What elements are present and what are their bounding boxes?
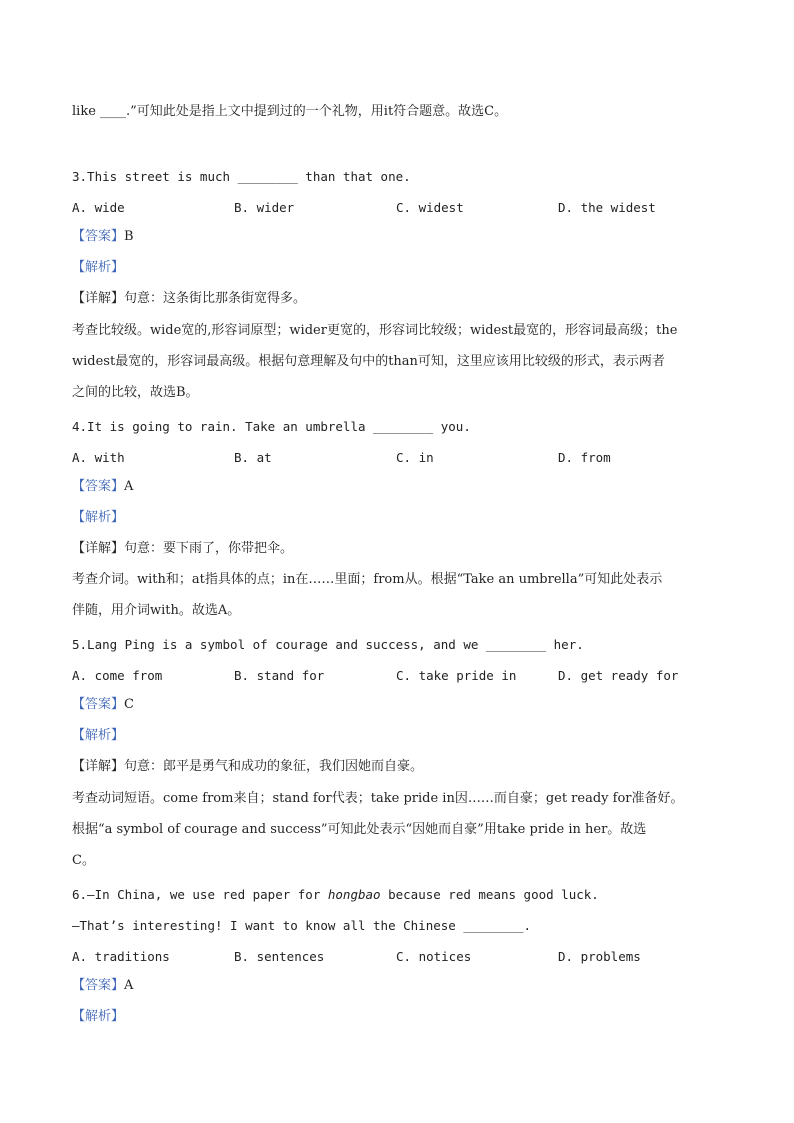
q6-stem-italic: hongbao bbox=[327, 887, 381, 902]
q5-option-a: A. come from bbox=[72, 668, 163, 683]
question-6-stem bbox=[72, 886, 599, 904]
question-3-stem: 3.This street is much ________ than that one. bbox=[72, 169, 411, 184]
question-5-stem: 5.Lang Ping is a symbol of courage and success, and we ________ her. bbox=[72, 637, 584, 652]
q4-detail-text: 句意：要下雨了，你带把伞。 bbox=[124, 541, 294, 556]
q5-option-c: C. take pride in bbox=[396, 668, 517, 683]
q6-answer bbox=[72, 977, 133, 995]
detail-label: 【详解】 bbox=[72, 759, 125, 774]
q5-option-b: B. stand for bbox=[234, 668, 325, 683]
q4-explanation-line-1: 考查介词。with和；at指具体的点；in在……里面；from从。根据“Take an umbrella”可知此处表示 bbox=[72, 572, 663, 587]
q6-stem-part: because red means good luck. bbox=[380, 887, 599, 902]
q3-option-d: D. the widest bbox=[558, 200, 656, 215]
q4-option-d: D. from bbox=[558, 450, 611, 465]
q4-explanation-line-2: 伴随，用介词with。故选A。 bbox=[72, 603, 241, 618]
q5-answer-value: C bbox=[124, 697, 134, 712]
q5-analysis-label: 【解析】 bbox=[72, 728, 125, 743]
q3-explanation-line-1: 考查比较级。wide宽的,形容词原型；wider更宽的，形容词比较级；widest最宽的，形容词最高级；the bbox=[72, 323, 678, 338]
q3-detail-text: 句意：这条街比那条街宽得多。 bbox=[124, 291, 307, 306]
q5-detail-text: 句意：郎平是勇气和成功的象征，我们因她而自豪。 bbox=[124, 759, 424, 774]
q5-explanation-line-2: 根据“a symbol of courage and success”可知此处表示“因她而自豪”用take pride in her。故选 bbox=[72, 822, 647, 837]
q6-analysis-label: 【解析】 bbox=[72, 1009, 125, 1024]
q6-stem-part: 6.—In China, we use red paper for bbox=[72, 887, 328, 902]
detail-label: 【详解】 bbox=[72, 541, 125, 556]
q6-answer-value: A bbox=[124, 978, 134, 993]
q4-analysis-label: 【解析】 bbox=[72, 510, 125, 525]
answer-label: 【答案】 bbox=[72, 697, 125, 712]
detail-label: 【详解】 bbox=[72, 291, 125, 306]
q4-option-a: A. with bbox=[72, 450, 125, 465]
q6-option-b: B. sentences bbox=[234, 949, 325, 964]
q4-option-b: B. at bbox=[234, 450, 272, 465]
intro-tail-line: like ____.”可知此处是指上文中提到过的一个礼物，用it符合题意。故选C。 bbox=[72, 104, 508, 119]
q6-option-a: A. traditions bbox=[72, 949, 170, 964]
q3-answer-value: B bbox=[124, 229, 134, 244]
question-4-stem: 4.It is going to rain. Take an umbrella ________ you. bbox=[72, 419, 471, 434]
q3-answer bbox=[72, 228, 134, 246]
q3-option-b: B. wider bbox=[234, 200, 295, 215]
answer-label: 【答案】 bbox=[72, 978, 125, 993]
q5-answer bbox=[72, 696, 134, 714]
q4-option-c: C. in bbox=[396, 450, 434, 465]
q3-option-c: C. widest bbox=[396, 200, 464, 215]
q5-explanation-line-3: C。 bbox=[72, 853, 95, 868]
q3-detail bbox=[72, 290, 306, 308]
q4-answer-value: A bbox=[124, 479, 134, 494]
q6-option-c: C. notices bbox=[396, 949, 472, 964]
question-6-stem-2: —That’s interesting! I want to know all the Chinese ________. bbox=[72, 918, 532, 933]
q3-explanation-line-3: 之间的比较，故选B。 bbox=[72, 385, 199, 400]
answer-label: 【答案】 bbox=[72, 479, 125, 494]
q5-option-d: D. get ready for bbox=[558, 668, 679, 683]
q4-answer bbox=[72, 478, 133, 496]
q3-analysis-label: 【解析】 bbox=[72, 260, 125, 275]
q3-option-a: A. wide bbox=[72, 200, 125, 215]
answer-label: 【答案】 bbox=[72, 229, 125, 244]
q6-option-d: D. problems bbox=[558, 949, 641, 964]
q4-detail bbox=[72, 540, 293, 558]
q3-explanation-line-2: widest最宽的，形容词最高级。根据句意理解及句中的than可知，这里应该用比较级的形式，表示两者 bbox=[72, 354, 665, 369]
q5-detail bbox=[72, 758, 423, 776]
q5-explanation-line-1: 考查动词短语。come from来自；stand for代表；take pride in因……而自豪；get ready for准备好。 bbox=[72, 791, 684, 806]
